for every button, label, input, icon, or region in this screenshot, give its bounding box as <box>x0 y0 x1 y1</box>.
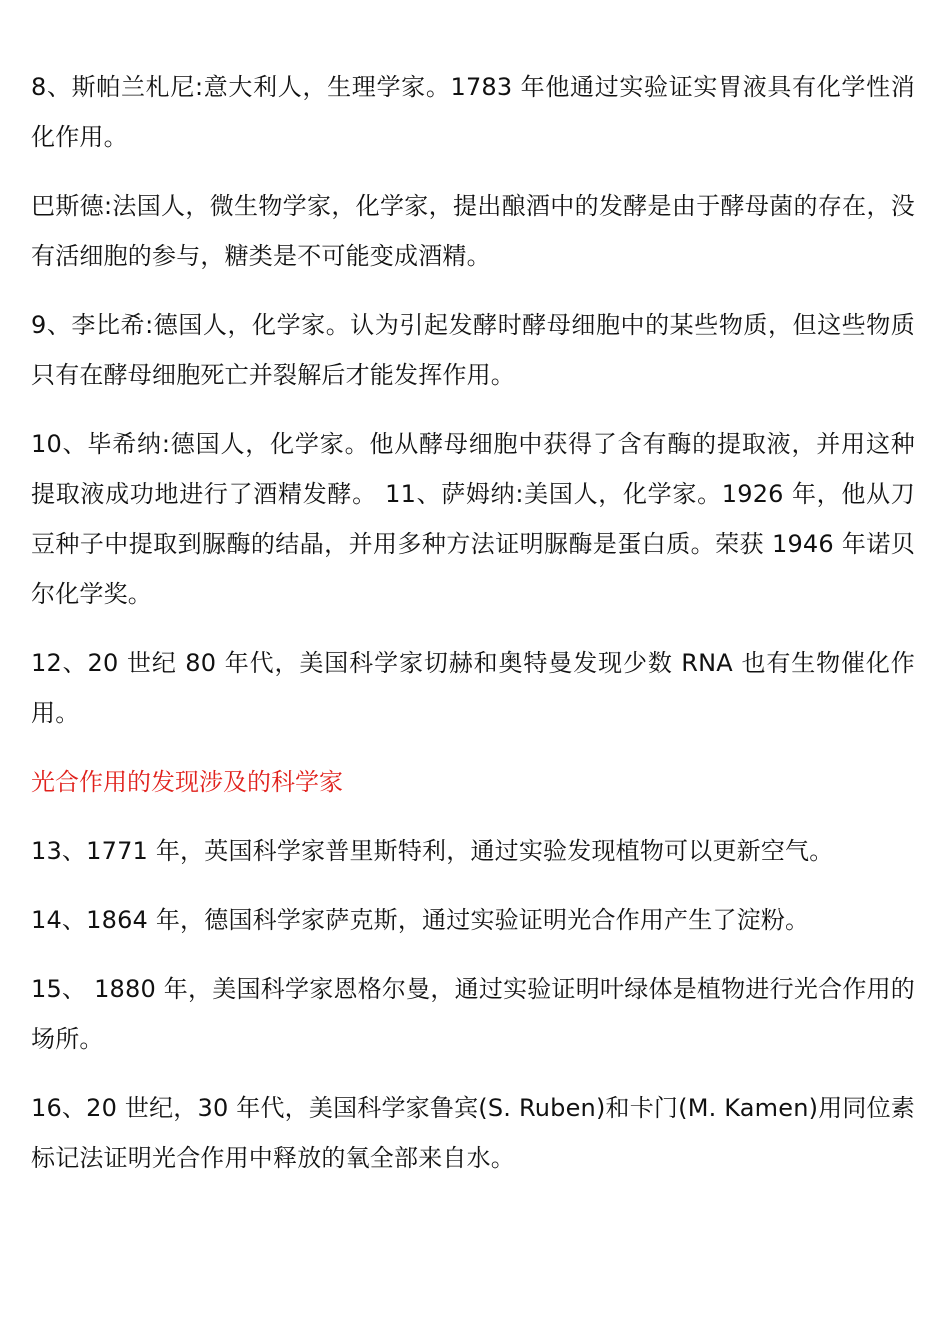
document-page <box>31 62 915 1202</box>
paragraph-engelmann: 15、 1880 年，美国科学家恩格尔曼，通过实验证明叶绿体是植物进行光合作用的场所。 <box>31 975 915 1053</box>
paragraph-ruben-kamen: 16、20 世纪，30 年代，美国科学家鲁宾(S. Ruben)和卡门(M. Kamen)用同位素标记法证明光合作用中释放的氧全部来自水。 <box>31 1094 915 1172</box>
paragraph-pasteur: 巴斯德:法国人，微生物学家，化学家，提出酿酒中的发酵是由于酵母菌的存在，没有活细胞的参与，糖类是不可能变成酒精。 <box>31 192 915 270</box>
section-heading-photosynthesis: 光合作用的发现涉及的科学家 <box>31 768 343 796</box>
paragraph-spallanzani: 8、斯帕兰札尼:意大利人，生理学家。1783 年他通过实验证实胃液具有化学性消化作用。 <box>31 73 915 151</box>
paragraph-sachs: 14、1864 年，德国科学家萨克斯，通过实验证明光合作用产生了淀粉。 <box>31 906 810 934</box>
paragraph-priestley: 13、1771 年，英国科学家普里斯特利，通过实验发现植物可以更新空气。 <box>31 837 834 865</box>
paragraph-cech-altman: 12、20 世纪 80 年代，美国科学家切赫和奥特曼发现少数 RNA 也有生物催化作用。 <box>31 649 915 727</box>
paragraph-liebig: 9、李比希:德国人，化学家。认为引起发酵时酵母细胞中的某些物质，但这些物质只有在酵母细胞死亡并裂解后才能发挥作用。 <box>31 311 915 389</box>
paragraph-buchner-sumner: 10、毕希纳:德国人，化学家。他从酵母细胞中获得了含有酶的提取液，并用这种提取液成功地进行了酒精发酵。 11、萨姆纳:美国人，化学家。1926 年，他从刀豆种子中提取到脲酶的结晶，并用多种方法证明脲酶是蛋白质。荣获 1946 年诺贝尔化学奖。 <box>31 430 915 608</box>
